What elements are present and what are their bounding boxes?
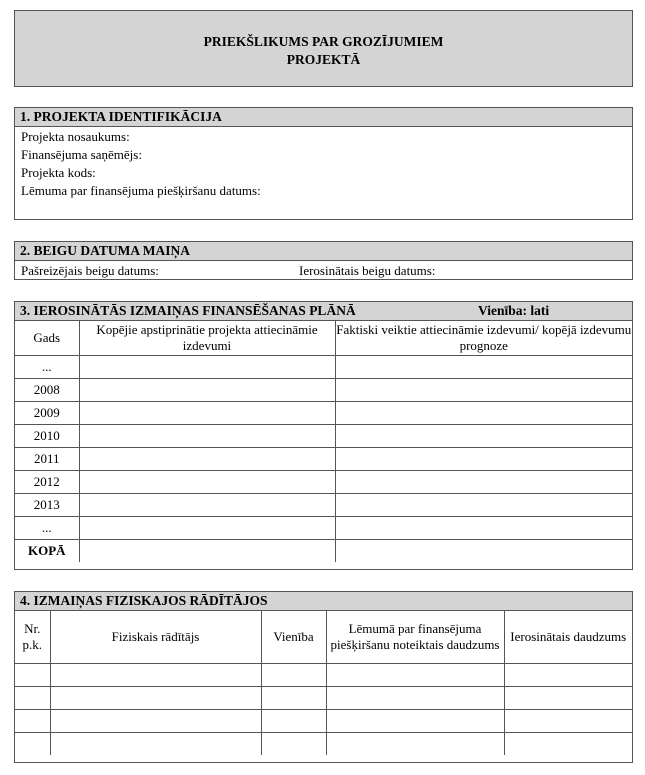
table-row (15, 664, 632, 687)
cell[interactable] (504, 710, 632, 733)
section-physical-indicators (14, 591, 633, 763)
approved-cell[interactable] (79, 402, 335, 425)
section3-heading: 3. IEROSINĀTĀS IZMAIŅAS FINANSĒŠANAS PLĀNĀ (20, 303, 356, 318)
year-cell: ... (15, 517, 79, 540)
form-title-box (14, 10, 633, 87)
section-end-date-change (14, 241, 633, 280)
year-cell: 2009 (15, 402, 79, 425)
col-year: Gads (15, 321, 79, 356)
approved-cell[interactable] (79, 494, 335, 517)
cell[interactable] (326, 710, 504, 733)
cell[interactable] (261, 733, 326, 756)
approved-total-cell[interactable] (79, 540, 335, 563)
section3-heading-bar (15, 302, 632, 321)
financing-table (15, 321, 632, 562)
cell[interactable] (50, 687, 261, 710)
table-row (15, 733, 632, 756)
cell[interactable] (326, 687, 504, 710)
year-cell: 2010 (15, 425, 79, 448)
form-title-line2: PROJEKTĀ (286, 52, 361, 67)
actual-cell[interactable] (335, 402, 632, 425)
section2-heading: 2. BEIGU DATUMA MAIŅA (15, 242, 632, 261)
approved-cell[interactable] (79, 425, 335, 448)
field-beneficiary: Finansējuma saņēmējs: (21, 147, 142, 162)
approved-cell[interactable] (79, 471, 335, 494)
section3-unit: Vienība: lati (478, 303, 550, 318)
year-cell: 2008 (15, 379, 79, 402)
table-row (15, 710, 632, 733)
indicators-table-header (15, 611, 632, 664)
proposed-end-date-label: Ierosinātais beigu datums: (299, 263, 436, 278)
section1-heading: 1. PROJEKTA IDENTIFIKĀCIJA (15, 108, 632, 127)
table-row (15, 448, 632, 471)
cell[interactable] (326, 664, 504, 687)
section-project-identification (14, 107, 633, 220)
field-project-code: Projekta kods: (21, 165, 96, 180)
table-row (15, 379, 632, 402)
year-cell: 2011 (15, 448, 79, 471)
cell[interactable] (15, 664, 50, 687)
year-cell: ... (15, 356, 79, 379)
indicators-table (15, 611, 632, 755)
approved-cell[interactable] (79, 356, 335, 379)
field-decision-date: Lēmuma par finansējuma piešķiršanu datums: (21, 183, 261, 198)
cell[interactable] (504, 733, 632, 756)
col-proposed-amount: Ierosinātais daudzums (504, 611, 632, 664)
table-row (15, 402, 632, 425)
field-project-name: Projekta nosaukums: (21, 129, 130, 144)
actual-cell[interactable] (335, 517, 632, 540)
col-indicator: Fiziskais rādītājs (50, 611, 261, 664)
total-label: KOPĀ (15, 540, 79, 563)
cell[interactable] (15, 710, 50, 733)
total-row (15, 540, 632, 563)
approved-cell[interactable] (79, 379, 335, 402)
actual-cell[interactable] (335, 471, 632, 494)
table-row (15, 356, 632, 379)
table-row (15, 425, 632, 448)
cell[interactable] (50, 710, 261, 733)
cell[interactable] (261, 687, 326, 710)
approved-cell[interactable] (79, 448, 335, 471)
current-end-date-label: Pašreizējais beigu datums: (21, 263, 159, 278)
cell[interactable] (261, 710, 326, 733)
cell[interactable] (15, 733, 50, 756)
cell[interactable] (15, 687, 50, 710)
col-approved-costs: Kopējie apstiprinātie projekta attiecināmie izdevumi (79, 321, 335, 356)
actual-total-cell[interactable] (335, 540, 632, 563)
cell[interactable] (261, 664, 326, 687)
approved-cell[interactable] (79, 517, 335, 540)
table-row (15, 517, 632, 540)
form-title-line1: PRIEKŠLIKUMS PAR GROZĪJUMIEM (203, 34, 444, 49)
actual-cell[interactable] (335, 356, 632, 379)
table-row (15, 471, 632, 494)
col-unit: Vienība (261, 611, 326, 664)
actual-cell[interactable] (335, 494, 632, 517)
cell[interactable] (504, 687, 632, 710)
year-cell: 2013 (15, 494, 79, 517)
actual-cell[interactable] (335, 379, 632, 402)
financing-table-header (15, 321, 632, 356)
cell[interactable] (50, 733, 261, 756)
section-financing-plan (14, 301, 633, 570)
col-decided-amount: Lēmumā par finansējuma piešķiršanu noteiktais daudzums (326, 611, 504, 664)
section4-heading: 4. IZMAIŅAS FIZISKAJOS RĀDĪTĀJOS (15, 592, 632, 611)
cell[interactable] (326, 733, 504, 756)
cell[interactable] (504, 664, 632, 687)
actual-cell[interactable] (335, 425, 632, 448)
year-cell: 2012 (15, 471, 79, 494)
col-actual-costs: Faktiski veiktie attiecināmie izdevumi/ kopējā izdevumu prognoze (335, 321, 632, 356)
table-row (15, 494, 632, 517)
cell[interactable] (50, 664, 261, 687)
table-row (15, 687, 632, 710)
actual-cell[interactable] (335, 448, 632, 471)
col-number: Nr. p.k. (15, 611, 50, 664)
